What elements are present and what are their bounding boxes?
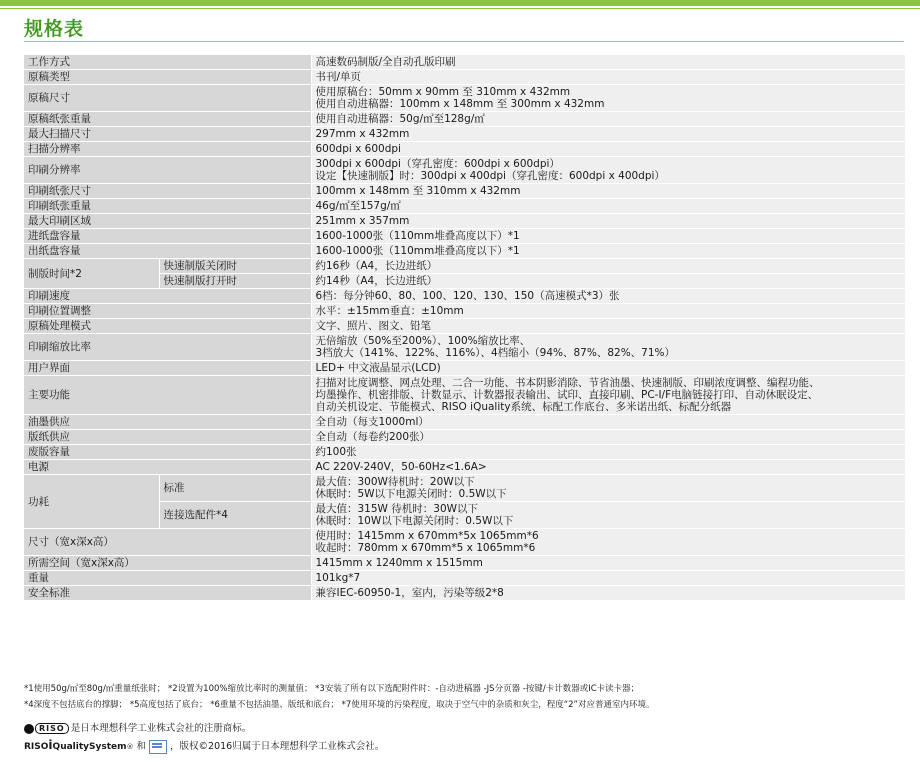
spec-label: 安全标准 <box>24 586 311 601</box>
spec-sublabel: 快速制版打开时 <box>159 274 311 289</box>
spec-value <box>311 445 905 460</box>
spec-sublabel: 快速制版关闭时 <box>159 259 311 274</box>
spec-value <box>311 70 905 85</box>
spec-label: 最大扫描尺寸 <box>24 127 311 142</box>
spec-value-line: 约100张 <box>315 446 357 458</box>
spec-value-line: 101kg*7 <box>315 572 361 584</box>
spec-value <box>311 229 905 244</box>
spec-label: 原稿类型 <box>24 70 311 85</box>
spec-value <box>311 244 905 259</box>
footnotes <box>24 681 904 713</box>
spec-value-line: 设定【快速制版】时：300dpi x 400dpi（穿孔密度：600dpi x 400dpi） <box>315 170 665 182</box>
spec-row <box>24 529 905 556</box>
spec-value-line: LED+ 中文液晶显示(LCD) <box>315 362 441 374</box>
spec-label: 进纸盘容量 <box>24 229 311 244</box>
footer <box>24 720 384 756</box>
spec-value-line: 均墨操作、机密排版、计数显示、计数器报表输出、试印、直接印刷、PC-I/F电脑链接打印、自动休眠设定、 <box>315 389 819 401</box>
copyright-line <box>24 737 384 756</box>
spec-label: 原稿处理模式 <box>24 319 311 334</box>
spec-label: 主要功能 <box>24 376 311 415</box>
iquality-system-icon <box>149 740 167 754</box>
spec-value <box>311 184 905 199</box>
spec-value-line: 休眠时：5W以下电源关闭时：0.5W以下 <box>315 488 507 500</box>
spec-row <box>24 415 905 430</box>
spec-value-line: 高速数码制版/全自动孔版印刷 <box>315 56 456 68</box>
trademark-line <box>24 720 384 737</box>
spec-value-line: 水平：±15mm垂直：±10mm <box>315 305 464 317</box>
spec-label: 原稿纸张重量 <box>24 112 311 127</box>
top-accent-bar <box>0 0 920 6</box>
spec-value-line: 1600-1000张（110mm堆叠高度以下）*1 <box>315 245 520 257</box>
spec-label: 原稿尺寸 <box>24 85 311 112</box>
spec-label: 尺寸（宽x深x高） <box>24 529 311 556</box>
spec-label: 制版时间*2 <box>24 259 159 289</box>
spec-value <box>311 127 905 142</box>
spec-sublabel: 连接选配件*4 <box>159 502 311 529</box>
spec-label: 印刷分辨率 <box>24 157 311 184</box>
spec-value-line: 收起时：780mm x 670mm*5 x 1065mm*6 <box>315 542 536 554</box>
spec-value-line: 3档放大（141%、122%、116%）、4档缩小（94%、87%、82%、71%） <box>315 347 676 359</box>
spec-value-line: 100mm x 148mm 至 310mm x 432mm <box>315 185 521 197</box>
spec-row <box>24 556 905 571</box>
spec-label: 版纸供应 <box>24 430 311 445</box>
spec-value-line: 文字、照片、图文、铅笔 <box>315 320 431 332</box>
trademark-text: 是日本理想科学工业株式会社的注册商标。 <box>70 723 252 734</box>
spec-label: 最大印刷区域 <box>24 214 311 229</box>
spec-label: 印刷位置调整 <box>24 304 311 319</box>
spec-value <box>311 319 905 334</box>
spec-row <box>24 199 905 214</box>
spec-row <box>24 127 905 142</box>
spec-value-line: 使用自动进稿器：50g/㎡至128g/㎡ <box>315 113 485 125</box>
spec-value <box>311 361 905 376</box>
riso-mark-icon <box>24 724 34 734</box>
spec-value <box>311 85 905 112</box>
spec-value <box>311 571 905 586</box>
spec-value <box>311 112 905 127</box>
spec-value-line: 使用时：1415mm x 670mm*5x 1065mm*6 <box>315 530 539 542</box>
spec-value-line: 全自动（每卷约200张） <box>315 431 431 443</box>
page-title: 规格表 <box>24 18 85 40</box>
spec-row <box>24 319 905 334</box>
spec-value-line: 自动关机设定、节能模式、RISO iQuality系统、标配工作底台、多米诺出纸、标配分纸器 <box>315 401 732 413</box>
spec-label: 扫描分辨率 <box>24 142 311 157</box>
spec-value-line: 兼容IEC-60950-1，室内，污染等级2*8 <box>315 587 504 599</box>
spec-value <box>311 529 905 556</box>
spec-value <box>311 334 905 361</box>
spec-value <box>311 475 905 502</box>
spec-value-line: 休眠时：10W以下电源关闭时：0.5W以下 <box>315 515 514 527</box>
riso-logo <box>24 723 69 734</box>
spec-value <box>311 415 905 430</box>
spec-row <box>24 445 905 460</box>
spec-value-line: 最大值：315W 待机时：30W以下 <box>315 503 479 515</box>
copyright-text: ，版权©2016归属于日本理想科学工业株式会社。 <box>170 741 385 752</box>
spec-row <box>24 475 905 502</box>
spec-value-line: 1600-1000张（110mm堆叠高度以下）*1 <box>315 230 520 242</box>
spec-value-line: 46g/㎡至157g/㎡ <box>315 200 401 212</box>
spec-table <box>24 55 905 601</box>
spec-value <box>311 586 905 601</box>
spec-sublabel: 标准 <box>159 475 311 502</box>
spec-value <box>311 304 905 319</box>
spec-label: 油墨供应 <box>24 415 311 430</box>
riso-logo-text: RISO <box>35 723 69 734</box>
spec-row <box>24 244 905 259</box>
spec-label: 出纸盘容量 <box>24 244 311 259</box>
spec-value <box>311 460 905 475</box>
spec-value-line: 251mm x 357mm <box>315 215 410 227</box>
spec-value <box>311 157 905 184</box>
spec-row <box>24 334 905 361</box>
spec-value <box>311 376 905 415</box>
riso-iquality-logo <box>24 737 134 756</box>
spec-value <box>311 502 905 529</box>
spec-value-line: 300dpi x 600dpi（穿孔密度：600dpi x 600dpi） <box>315 158 560 170</box>
spec-value-line: AC 220V-240V，50-60Hz<1.6A> <box>315 461 487 473</box>
and-text: 和 <box>136 741 147 752</box>
spec-label: 所需空间（宽x深x高） <box>24 556 311 571</box>
spec-label: 重量 <box>24 571 311 586</box>
spec-row <box>24 157 905 184</box>
spec-row <box>24 361 905 376</box>
spec-label: 废版容量 <box>24 445 311 460</box>
spec-row <box>24 85 905 112</box>
spec-value-line: 使用自动进稿器：100mm x 148mm 至 300mm x 432mm <box>315 98 605 110</box>
spec-row <box>24 184 905 199</box>
spec-value-line: 约16秒（A4，长边进纸） <box>315 260 438 272</box>
spec-value <box>311 55 905 70</box>
spec-value <box>311 142 905 157</box>
spec-label: 印刷缩放比率 <box>24 334 311 361</box>
spec-value <box>311 214 905 229</box>
spec-row <box>24 70 905 85</box>
spec-value <box>311 556 905 571</box>
spec-value-line: 约14秒（A4，长边进纸） <box>315 275 438 287</box>
spec-label: 功耗 <box>24 475 159 529</box>
spec-label: 印刷速度 <box>24 289 311 304</box>
spec-value <box>311 274 905 289</box>
spec-label: 印刷纸张尺寸 <box>24 184 311 199</box>
spec-value <box>311 259 905 274</box>
iq-prefix: RISO <box>24 742 49 752</box>
spec-value-line: 无倍缩放（50%至200%）、100%缩放比率、 <box>315 335 531 347</box>
spec-value-line: 297mm x 432mm <box>315 128 410 140</box>
spec-value <box>311 430 905 445</box>
spec-label: 印刷纸张重量 <box>24 199 311 214</box>
footnote-line: *1使用50g/㎡至80g/㎡重量纸张时； *2设置为100%缩放比率时的测量值； *3安装了所有以下选配附件时：-自动进稿器 -JS分页器 -按键/卡计数器或IC卡读卡器； <box>24 684 640 694</box>
spec-value-line: 扫描对比度调整、网点处理、二合一功能、书本阴影消除、节省油墨、快速制版、印刷浓度调整、编程功能、 <box>315 377 820 389</box>
spec-row <box>24 460 905 475</box>
spec-value-line: 1415mm x 1240mm x 1515mm <box>315 557 483 569</box>
spec-row <box>24 289 905 304</box>
spec-value-line: 最大值：300W待机时：20W以下 <box>315 476 475 488</box>
spec-label: 工作方式 <box>24 55 311 70</box>
iq-i: i <box>48 738 53 752</box>
iq-tm: ® <box>126 743 134 751</box>
spec-value <box>311 289 905 304</box>
spec-row <box>24 430 905 445</box>
spec-value-line: 书刊/单页 <box>315 71 362 83</box>
spec-row <box>24 571 905 586</box>
spec-value <box>311 199 905 214</box>
title-divider <box>24 41 904 42</box>
spec-row <box>24 214 905 229</box>
spec-row <box>24 259 905 274</box>
spec-value-line: 6档：每分钟60、80、100、120、130、150（高速模式*3）张 <box>315 290 620 302</box>
spec-value-line: 全自动（每支1000ml） <box>315 416 429 428</box>
spec-row <box>24 304 905 319</box>
spec-value-line: 使用原稿台：50mm x 90mm 至 310mm x 432mm <box>315 86 571 98</box>
spec-label: 用户界面 <box>24 361 311 376</box>
spec-value-line: 600dpi x 600dpi <box>315 143 401 155</box>
spec-row <box>24 586 905 601</box>
footnote-line: *4深度不包括底台的撑脚； *5高度包括了底台； *6重量不包括油墨、版纸和底台； *7使用环境的污染程度，取决于空气中的杂质和灰尘，程度“2”对应普通室内环境。 <box>24 700 655 710</box>
spec-label: 电源 <box>24 460 311 475</box>
top-accent-line <box>0 8 920 9</box>
spec-row <box>24 142 905 157</box>
spec-row <box>24 376 905 415</box>
spec-row <box>24 112 905 127</box>
spec-row <box>24 55 905 70</box>
iq-rest: QualitySystem <box>52 742 127 752</box>
spec-row <box>24 229 905 244</box>
